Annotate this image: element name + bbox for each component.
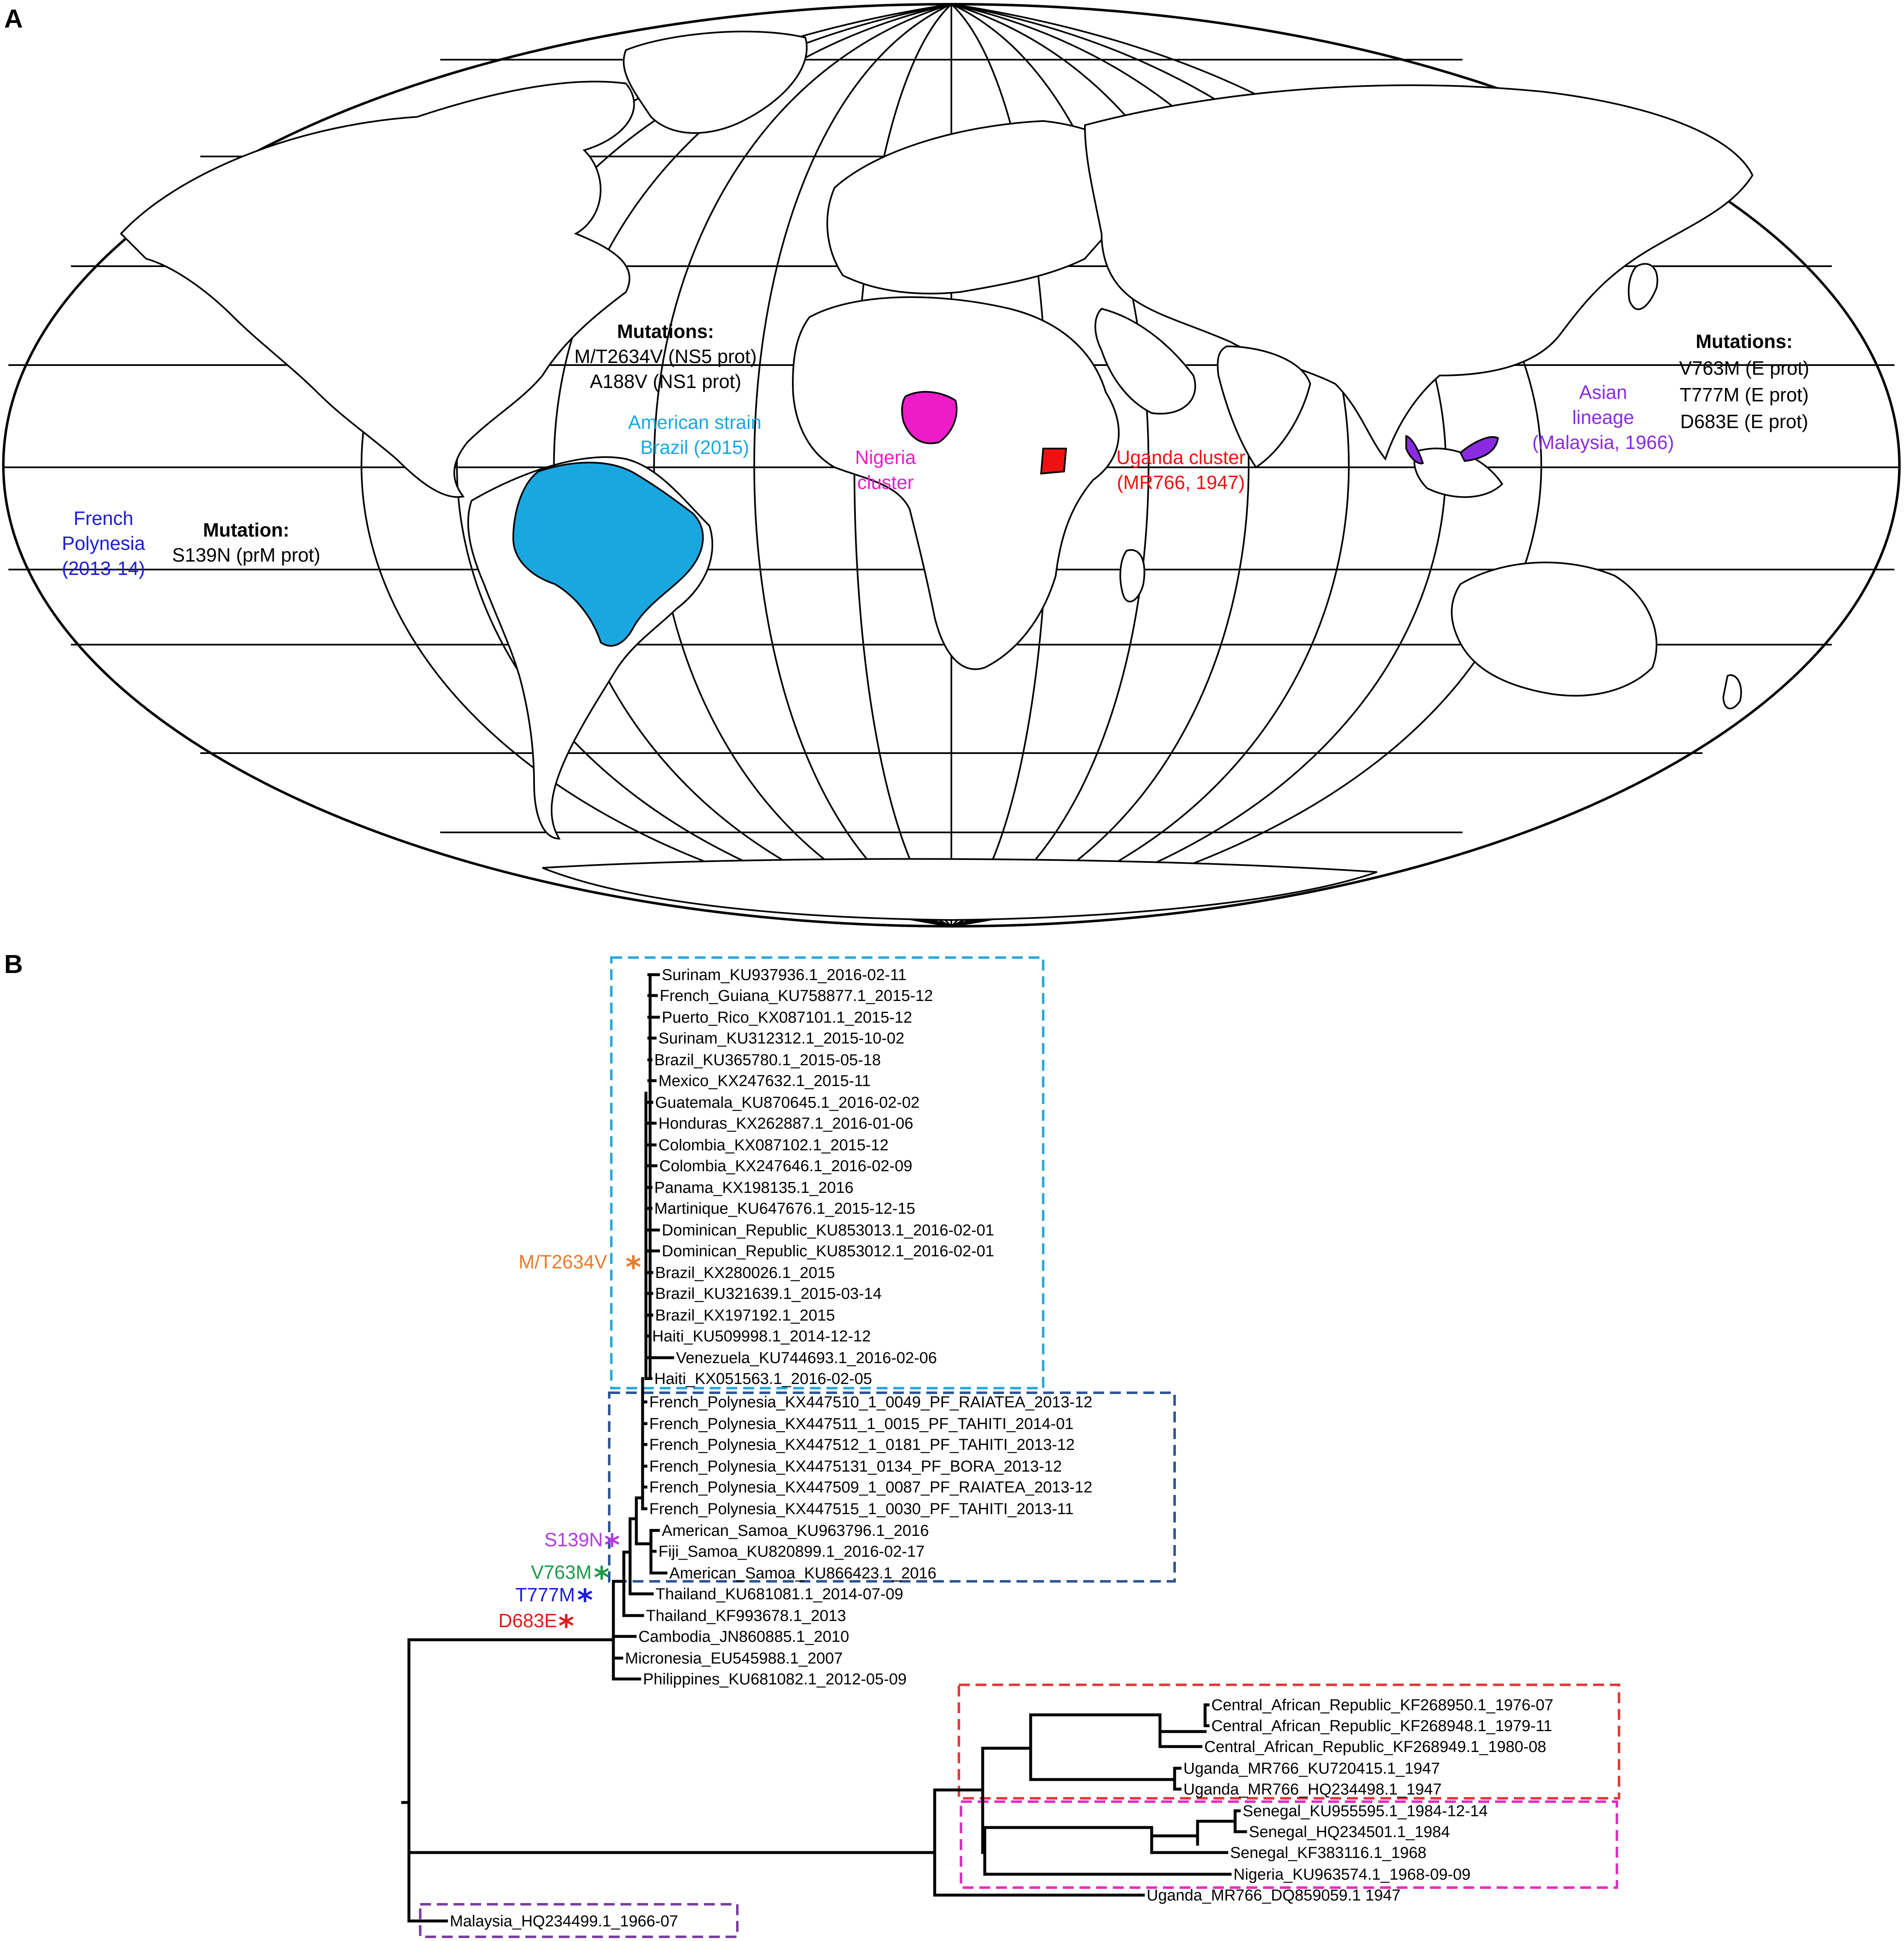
mutation-star-icon: * [577, 1583, 593, 1618]
antarctica [542, 859, 1377, 920]
tree-leaf-label: French_Polynesia_KX4475131_0134_PF_BORA_2013-12 [649, 1458, 1062, 1475]
america-mutation-2: A188V (NS1 prot) [590, 371, 741, 392]
tree-leaf-label: French_Guiana_KU758877.1_2015-12 [660, 987, 933, 1005]
tree-leaf-label: Uganda_MR766_KU720415.1_1947 [1183, 1760, 1440, 1777]
tree-leaf-label: Senegal_KF383116.1_1968 [1230, 1844, 1427, 1862]
asian-lineage-label-1: Asian [1579, 381, 1627, 403]
tree-leaf-label: Honduras_KX262887.1_2016-01-06 [658, 1115, 913, 1132]
mutation-star-icon: * [558, 1608, 574, 1644]
tree-leaf-label: Puerto_Rico_KX087101.1_2015-12 [662, 1009, 913, 1026]
tree-leaf-label: Senegal_KU955595.1_1984-12-14 [1243, 1802, 1488, 1820]
mutation-star-icon: * [625, 1250, 641, 1285]
tree-leaf-label: Haiti_KU509998.1_2014-12-12 [652, 1328, 871, 1345]
tree-leaf-label: Thailand_KU681081.1_2014-07-09 [656, 1586, 903, 1603]
panel-label-b: B [4, 950, 23, 979]
tree-leaf-label: Dominican_Republic_KU853012.1_2016-02-01 [662, 1243, 994, 1260]
tree-mutations [498, 1250, 641, 1644]
america-mutation-1: M/T2634V (NS5 prot) [574, 345, 757, 367]
uganda-label-2: (MR766, 1947) [1117, 471, 1245, 493]
greenland [624, 32, 807, 133]
panel-label-a: A [4, 5, 23, 33]
tree-leaf-label: Central_African_Republic_KF268950.1_1976-07 [1211, 1696, 1553, 1714]
mutation-label: V763M [531, 1561, 592, 1583]
tree-leaf-label: American_Samoa_KU866423.1_2016 [669, 1565, 937, 1582]
tree-leaf-label: Brazil_KX197192.1_2015 [655, 1307, 835, 1324]
french-polynesia-mutation-title: Mutation: [203, 519, 290, 541]
mutation-label: T777M [515, 1584, 575, 1606]
tree-leaf-label: Central_African_Republic_KF268948.1_1979-11 [1211, 1717, 1552, 1735]
tree-leaf-label: French_Polynesia_KX447512_1_0181_PF_TAHITI_2013-12 [649, 1436, 1075, 1454]
mutation-label: S139N [544, 1529, 603, 1550]
tree-leaf-label: Colombia_KX247646.1_2016-02-09 [659, 1157, 913, 1175]
asia-mutation-2: T777M (E prot) [1680, 384, 1809, 406]
mutation-star-icon: * [594, 1560, 610, 1595]
australia [1452, 562, 1657, 696]
tree-leaf-label: American_Samoa_KU963796.1_2016 [662, 1522, 929, 1540]
madagascar [1120, 550, 1145, 602]
mutation-label: D683E [498, 1610, 557, 1631]
tree-leaf-label: Fiji_Samoa_KU820899.1_2016-02-17 [658, 1543, 925, 1560]
arabia [1095, 309, 1195, 414]
tree-leaf-label: Haiti_KX051563.1_2016-02-05 [654, 1370, 872, 1388]
tree-leaf-label: Surinam_KU312312.1_2015-10-02 [658, 1030, 905, 1047]
tree-leaf-label: Micronesia_EU545988.1_2007 [625, 1650, 843, 1667]
uganda-region [1041, 449, 1066, 474]
american-strain-label-1: American strain [628, 411, 762, 433]
american-strain-label-2: Brazil (2015) [640, 436, 749, 458]
tree-leaf-label: French_Polynesia_KX447511_1_0015_PF_TAHITI_2014-01 [649, 1415, 1074, 1433]
tree-leaf-label: Philippines_KU681082.1_2012-05-09 [643, 1671, 907, 1688]
new-zealand [1723, 675, 1741, 708]
mutation-label: M/T2634V [518, 1251, 607, 1273]
french-polynesia-label-1: French [73, 507, 134, 529]
tree-leaf-label: Uganda_MR766_DQ859059.1 1947 [1147, 1887, 1401, 1904]
asia-mutation-1: V763M (E prot) [1679, 357, 1809, 379]
tree-leaf-label: Martinique_KU647676.1_2015-12-15 [654, 1200, 915, 1218]
tree-leaf-label: Surinam_KU937936.1_2016-02-11 [662, 966, 907, 984]
french-polynesia-mutation-1: S139N (prM prot) [172, 544, 320, 566]
tree-leaf-label: Uganda_MR766_HQ234498.1_1947 [1183, 1781, 1442, 1798]
asia-mutation-3: D683E (E prot) [1680, 411, 1808, 432]
uganda-label-1: Uganda cluster [1116, 446, 1246, 468]
tree-leaf-label: Cambodia_JN860885.1_2010 [638, 1628, 849, 1646]
nigeria-label-1: Nigeria [855, 446, 916, 468]
tree-leaf-label: Panama_KX198135.1_2016 [654, 1179, 854, 1197]
tree-leaf-label: Central_African_Republic_KF268949.1_1980-08 [1204, 1738, 1546, 1756]
america-mutations-title: Mutations: [617, 320, 714, 342]
tree-leaf-label: French_Polynesia_KX447510_1_0049_PF_RAIATEA_2013-12 [649, 1394, 1092, 1411]
japan [1629, 264, 1657, 309]
tree-leaf-label: Brazil_KU365780.1_2015-05-18 [654, 1051, 881, 1069]
tree-leaf-label: Malaysia_HQ234499.1_1966-07 [450, 1913, 678, 1930]
north-america [121, 81, 634, 497]
continents [121, 32, 1753, 920]
french-polynesia-label-2: Polynesia [62, 532, 145, 554]
tree-leaf-label: Guatemala_KU870645.1_2016-02-02 [655, 1094, 920, 1112]
asian-lineage-label-3: (Malaysia, 1966) [1532, 431, 1675, 453]
tree-leaf-label: Colombia_KX087102.1_2015-12 [658, 1137, 889, 1154]
nigeria-label-2: cluster [857, 471, 914, 493]
tree-leaf-label: Nigeria_KU963574.1_1968-09-09 [1233, 1866, 1471, 1883]
mutation-star-icon: * [604, 1528, 620, 1563]
tree-leaf-label: French_Polynesia_KX447515_1_0030_PF_TAHITI_2013-11 [649, 1500, 1074, 1518]
tree-leaves [450, 966, 1553, 1930]
tree-leaf-label: Senegal_HQ234501.1_1984 [1249, 1823, 1450, 1841]
world-map [3, 4, 1899, 926]
tree-leaf-label: Thailand_KF993678.1_2013 [646, 1607, 846, 1625]
asia-mutations-title: Mutations: [1695, 330, 1793, 352]
tree-leaf-label: Mexico_KX247632.1_2015-11 [658, 1072, 871, 1090]
southeast-asia-islands [1415, 449, 1502, 497]
africa [793, 297, 1119, 669]
tree-leaf-label: Venezuela_KU744693.1_2016-02-06 [676, 1349, 937, 1367]
tree-leaf-label: Dominican_Republic_KU853013.1_2016-02-01 [662, 1222, 994, 1239]
tree-leaf-label: Brazil_KU321639.1_2015-03-14 [655, 1285, 882, 1303]
malaysia-region-east [1460, 437, 1498, 461]
tree-leaf-label: Brazil_KX280026.1_2015 [655, 1264, 835, 1282]
asian-lineage-label-2: lineage [1572, 406, 1634, 428]
french-polynesia-label-3: (2013-14) [62, 557, 145, 579]
tree-leaf-label: French_Polynesia_KX447509_1_0087_PF_RAIATEA_2013-12 [649, 1479, 1092, 1496]
